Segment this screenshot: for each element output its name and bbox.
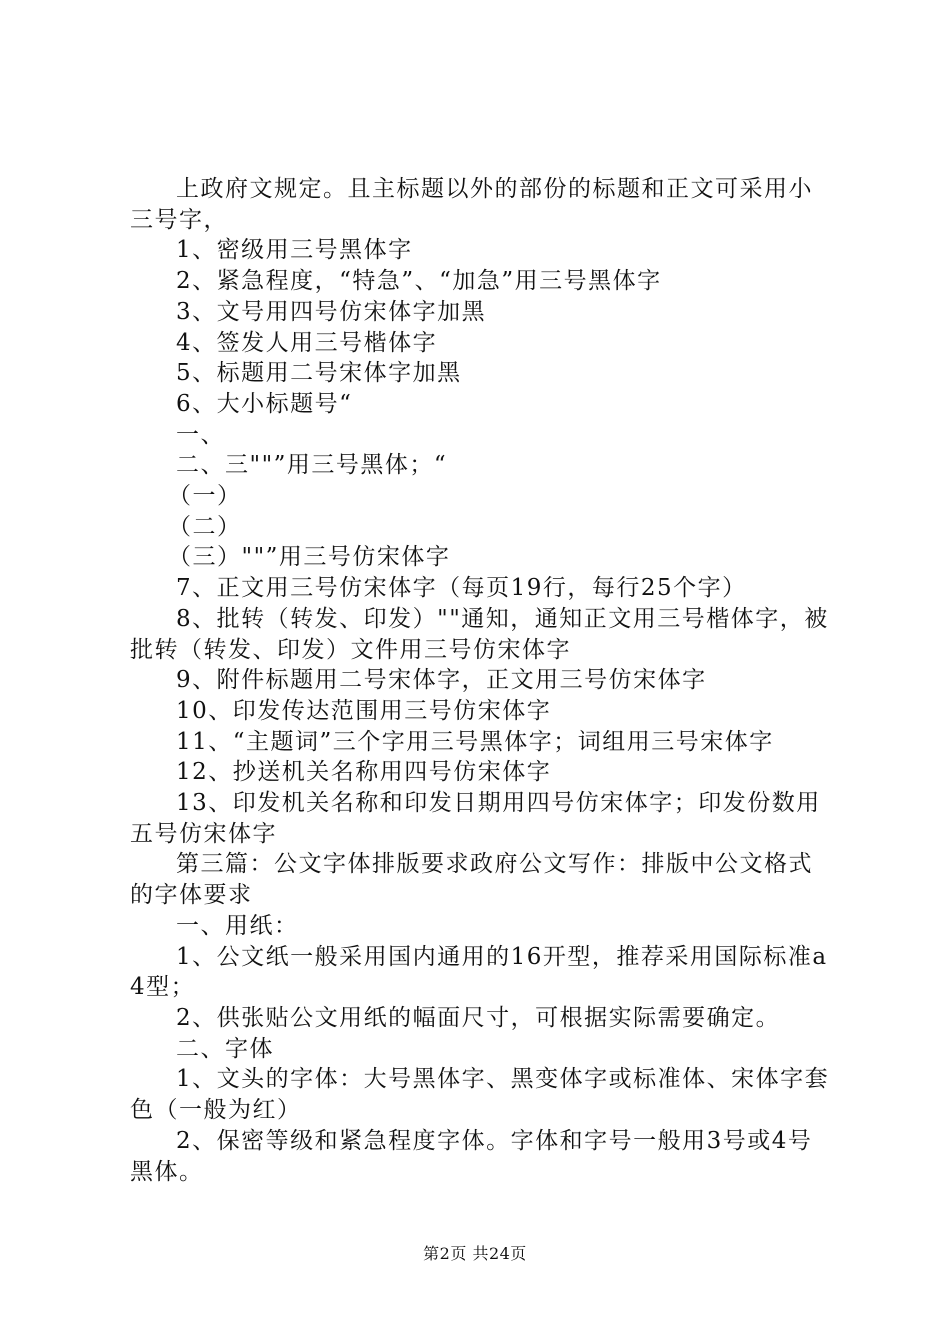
list-item: 8、批转（转发、印发）""通知，通知正文用三号楷体字，被批转（转发、印发）文件用三号仿宋体字	[130, 605, 829, 663]
list-item: 9、附件标题用二号宋体字，正文用三号仿宋体字	[176, 667, 707, 694]
list-item: （二）	[168, 513, 242, 540]
list-item: 1、文头的字体：大号黑体字、黑变体字或标准体、宋体字套色（一般为红）	[130, 1066, 830, 1124]
list-item: 6、大小标题号“	[176, 390, 353, 417]
section-heading: 二、字体	[176, 1035, 274, 1062]
list-item: 1、密级用三号黑体字	[176, 237, 413, 264]
list-item: 13、印发机关名称和印发日期用四号仿宋体字；印发份数用五号仿宋体字	[130, 790, 821, 847]
list-item: 1、公文纸一般采用国内通用的16开型，推荐采用国际标准a4型；	[130, 943, 828, 1001]
list-item: 7、正文用三号仿宋体字（每页19行，每行25个字）	[176, 575, 747, 602]
list-item: 10、印发传达范围用三号仿宋体字	[176, 697, 552, 724]
list-item: 2、紧急程度，“特急”、“加急”用三号黑体字	[176, 268, 662, 295]
section-heading: 第三篇：公文字体排版要求政府公文写作：排版中公文格式的字体要求	[130, 851, 813, 909]
list-item: 11、“主题词”三个字用三号黑体字；词组用三号宋体字	[176, 728, 774, 755]
list-item: 一、	[176, 421, 225, 448]
document-body	[130, 174, 830, 1187]
page-number-footer: 第2页 共24页	[423, 1244, 527, 1263]
list-item: 3、文号用四号仿宋体字加黑	[176, 298, 487, 325]
list-item: 5、标题用二号宋体字加黑	[176, 360, 462, 387]
list-item: 二、三""”用三号黑体；“	[176, 452, 448, 479]
section-heading: 一、用纸：	[176, 912, 299, 939]
paragraph: 上政府文规定。且主标题以外的部份的标题和正文可采用小三号字，	[130, 176, 813, 233]
list-item: （一）	[168, 483, 242, 510]
list-item: 2、供张贴公文用纸的幅面尺寸，可根据实际需要确定。	[176, 1004, 781, 1031]
list-item: 12、抄送机关名称用四号仿宋体字	[176, 759, 552, 786]
list-item: （三）""”用三号仿宋体字	[168, 544, 451, 571]
list-item: 2、保密等级和紧急程度字体。字体和字号一般用3号或4号黑体。	[130, 1127, 813, 1185]
list-item: 4、签发人用三号楷体字	[176, 329, 438, 356]
